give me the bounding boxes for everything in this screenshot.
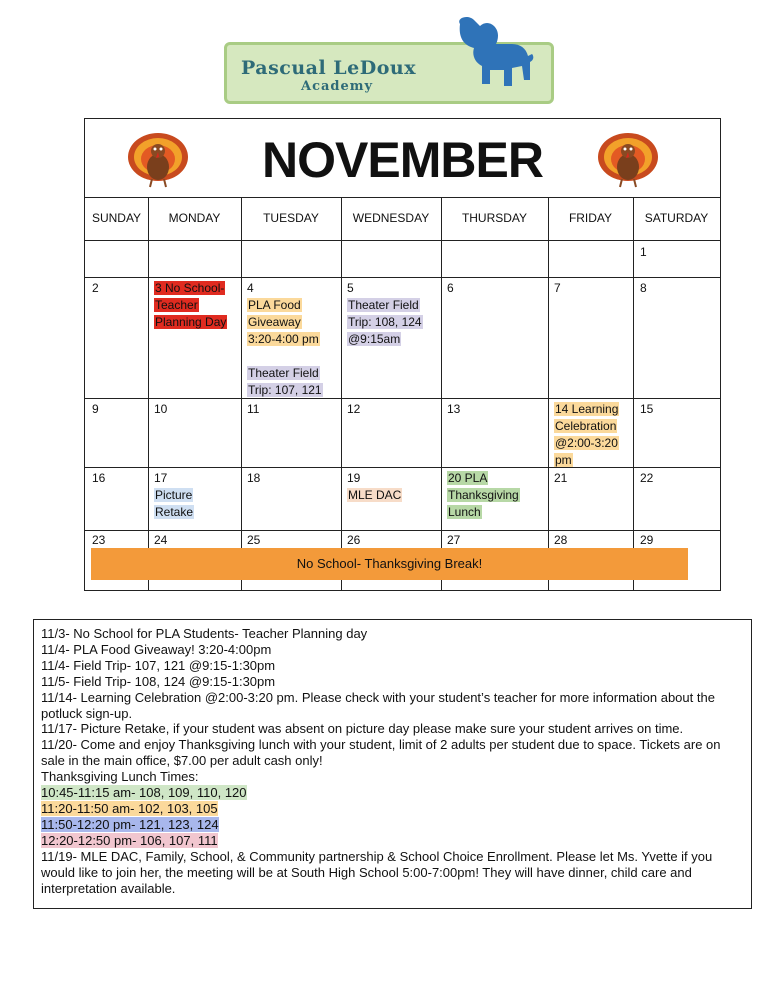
note-line: 11/19- MLE DAC, Family, School, & Community partnership & School Choice Enrollment. Please let Ms. Yvette if you would like to join her, the meeting will be at South High School 5:00-7:00pm! They will have dinner, child care and interpretation available. [41, 848, 713, 896]
grid-line [241, 197, 242, 590]
grid-line [148, 197, 149, 590]
day-header: SUNDAY [91, 211, 142, 225]
date-number: 28 [554, 533, 568, 547]
date-number: 8 [640, 281, 647, 295]
date-number: 12 [347, 402, 361, 416]
grid-line [85, 277, 720, 278]
date-number: 29 [640, 533, 654, 547]
grid-line [85, 240, 720, 241]
note-line: 11/3- No School for PLA Students- Teacher Planning day [41, 626, 368, 641]
date-number: 4 [247, 281, 254, 295]
date-number: 1 [640, 245, 647, 259]
event-field-trip: Theater Field Trip: 108, 124 @9:15am [348, 298, 422, 346]
date-number: 18 [247, 471, 261, 485]
day-header: THURSDAY [461, 211, 528, 225]
date-number: 6 [447, 281, 454, 295]
dog-mascot-icon [446, 14, 536, 98]
grid-line [633, 197, 634, 590]
event-learning-celebration: 14 Learning Celebration @2:00-3:20 pm [555, 402, 619, 467]
date-number: 2 [92, 281, 99, 295]
date-number: 23 [92, 533, 106, 547]
date-number: 11 [247, 402, 260, 416]
logo-title: Pascual LeDoux [241, 57, 417, 79]
date-number: 7 [554, 281, 561, 295]
date-number: 5 [347, 281, 354, 295]
turkey-icon [593, 127, 663, 193]
event-no-school: 3 No School- Teacher Planning Day [155, 281, 227, 329]
event-mle-dac: MLE DAC [348, 488, 402, 502]
date-number: 16 [92, 471, 106, 485]
grid-line [441, 197, 442, 590]
grid-line [85, 467, 720, 468]
note-line: Thanksgiving Lunch Times: [41, 769, 199, 785]
note-line: 11/14- Learning Celebration @2:00-3:20 pm. Please check with your student’s teacher for more information about the potluck sign-up. [41, 689, 715, 721]
date-number: 17 [154, 471, 168, 485]
grid-line [341, 197, 342, 590]
date-number: 25 [247, 533, 261, 547]
month-title: NOVEMBER [85, 119, 720, 198]
date-number: 24 [154, 533, 168, 547]
day-header: SATURDAY [644, 211, 709, 225]
note-line: 11/4- Field Trip- 107, 121 @9:15-1:30pm [41, 657, 276, 673]
event-thanksgiving-lunch: 20 PLA Thanksgiving Lunch [448, 471, 519, 519]
grid-line [548, 197, 549, 590]
grid-line [85, 530, 720, 531]
date-number: 19 [347, 471, 361, 485]
lunch-time-3: 11:50-12:20 pm- 121, 123, 124 [41, 816, 219, 832]
event-food-giveaway: PLA Food Giveaway 3:20-4:00 pm [248, 298, 319, 346]
date-number: 26 [347, 533, 361, 547]
day-header: TUESDAY [263, 211, 319, 225]
event-picture-retake: Picture Retake [155, 488, 194, 519]
note-line: 11/5- Field Trip- 108, 124 @9:15-1:30pm [41, 673, 276, 689]
date-number: 21 [554, 471, 568, 485]
november-calendar [84, 118, 721, 591]
note-line: 11/17- Picture Retake, if your student was absent on picture day please make sure your student arrives on time. [41, 721, 684, 737]
date-number: 22 [640, 471, 654, 485]
day-header: WEDNESDAY [352, 211, 430, 225]
date-number: 10 [154, 402, 168, 416]
logo-subtitle: Academy [301, 79, 374, 94]
event-field-trip: Theater Field Trip: 107, 121 [248, 366, 322, 397]
date-number: 27 [447, 533, 461, 547]
day-header: FRIDAY [568, 211, 613, 225]
grid-line [85, 398, 720, 399]
turkey-icon [123, 127, 193, 193]
lunch-time-4: 12:20-12:50 pm- 106, 107, 111 [41, 832, 218, 848]
lunch-time-2: 11:20-11:50 am- 102, 103, 105 [41, 800, 218, 816]
note-line: 11/4- PLA Food Giveaway! 3:20-4:00pm [41, 641, 272, 657]
date-number: 9 [92, 402, 99, 416]
notes-box [33, 619, 752, 909]
day-header: MONDAY [168, 211, 221, 225]
date-number: 15 [640, 402, 654, 416]
thanksgiving-break-banner: No School- Thanksgiving Break! [91, 548, 688, 580]
note-line: 11/20- Come and enjoy Thanksgiving lunch with your student, limit of 2 adults per student due to space. Tickets are on sale in the main office, $7.00 per adult cash only! [41, 737, 721, 769]
date-number: 13 [447, 402, 461, 416]
lunch-time-1: 10:45-11:15 am- 108, 109, 110, 120 [41, 785, 247, 801]
